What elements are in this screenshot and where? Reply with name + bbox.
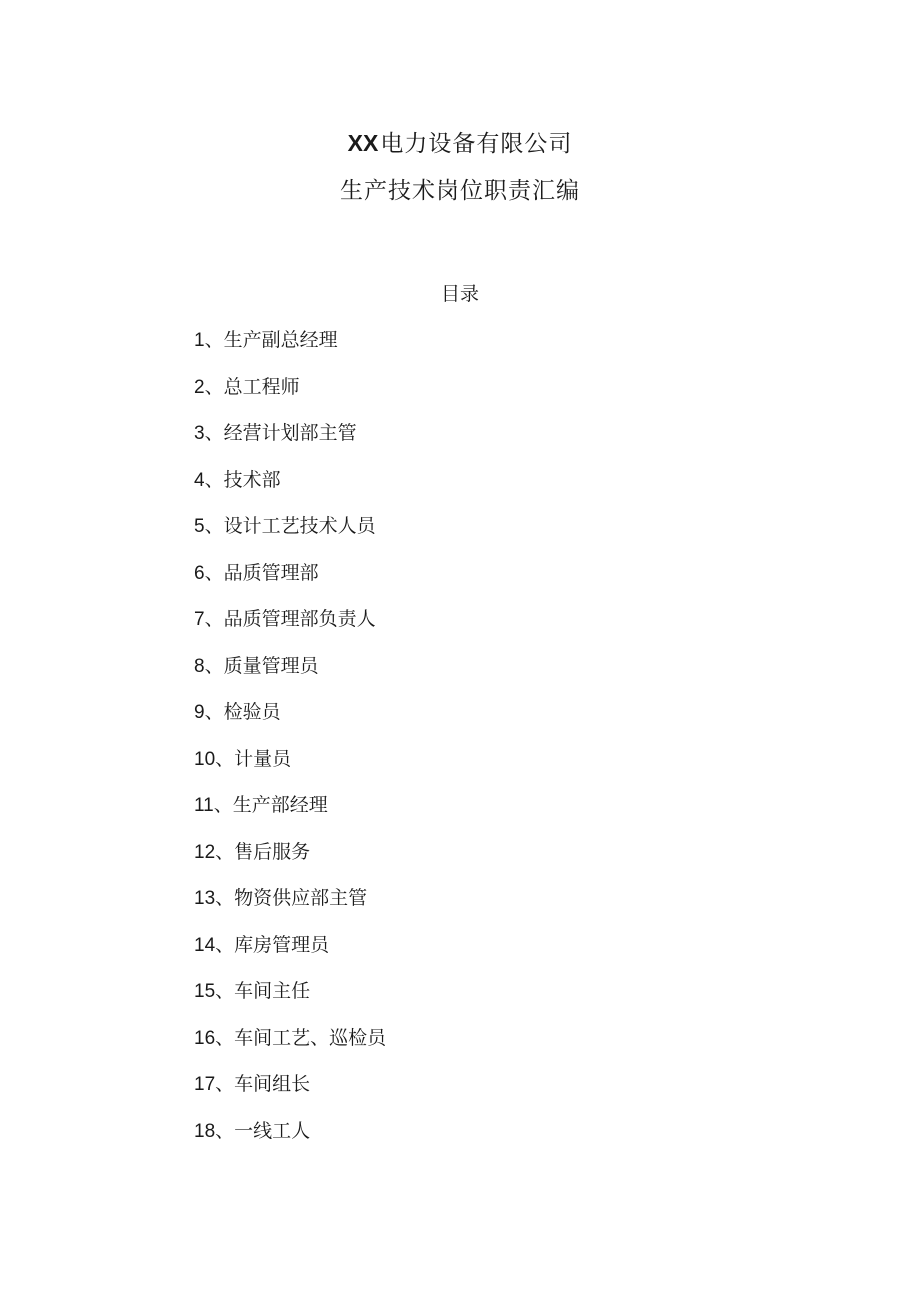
toc-item-label: 、一线工人 bbox=[215, 1119, 311, 1142]
toc-item-number: 3 bbox=[194, 423, 205, 444]
toc-item-number: 18 bbox=[194, 1120, 216, 1142]
toc-item-number: 10 bbox=[194, 748, 216, 770]
toc-item-number: 11 bbox=[194, 795, 214, 816]
toc-item-number: 14 bbox=[194, 934, 216, 956]
toc-item[interactable] bbox=[194, 652, 386, 699]
document-title: 生产技术岗位职责汇编 bbox=[340, 178, 580, 204]
toc-item[interactable] bbox=[194, 745, 386, 792]
toc-item-number: 15 bbox=[194, 981, 216, 1002]
toc-item[interactable] bbox=[194, 512, 386, 559]
toc-item-label: 、售后服务 bbox=[215, 840, 311, 863]
toc-item-label: 、库房管理员 bbox=[215, 933, 330, 956]
toc-item[interactable] bbox=[194, 1024, 386, 1071]
toc-item[interactable] bbox=[194, 373, 386, 420]
toc-item-label: 、检验员 bbox=[204, 701, 281, 723]
toc-heading: 目录 bbox=[440, 283, 479, 305]
toc-item[interactable] bbox=[194, 698, 386, 745]
toc-item-number: 1 bbox=[194, 330, 205, 351]
toc-item-number: 8 bbox=[194, 655, 205, 677]
toc-item-number: 6 bbox=[194, 562, 205, 584]
toc-item-number: 7 bbox=[194, 609, 205, 630]
toc-item[interactable] bbox=[194, 884, 386, 931]
toc-item-label: 、设计工艺技术人员 bbox=[204, 515, 376, 537]
toc-item-label: 、车间主任 bbox=[215, 980, 311, 1002]
toc-item-number: 17 bbox=[194, 1074, 216, 1095]
toc-item-label: 、质量管理员 bbox=[204, 654, 319, 677]
toc-item[interactable] bbox=[194, 931, 386, 978]
toc-item[interactable] bbox=[194, 977, 386, 1024]
toc-item[interactable] bbox=[194, 1117, 386, 1164]
toc-item-number: 9 bbox=[194, 702, 205, 723]
company-title bbox=[0, 128, 920, 159]
toc-item[interactable] bbox=[194, 1070, 386, 1117]
toc-item[interactable] bbox=[194, 466, 386, 513]
toc-item-number: 2 bbox=[194, 376, 205, 398]
toc-item-label: 、技术部 bbox=[204, 468, 281, 491]
toc-item-label: 、生产副总经理 bbox=[204, 329, 338, 351]
toc-item[interactable] bbox=[194, 791, 386, 838]
toc-item-label: 、车间组长 bbox=[215, 1073, 311, 1095]
toc-item-number: 5 bbox=[194, 516, 205, 537]
toc-list bbox=[194, 326, 386, 1163]
toc-item-number: 16 bbox=[194, 1027, 216, 1049]
company-name: 电力设备有限公司 bbox=[380, 131, 573, 157]
toc-item-number: 13 bbox=[194, 888, 216, 909]
toc-item[interactable] bbox=[194, 559, 386, 606]
toc-item[interactable] bbox=[194, 419, 386, 466]
toc-item-label: 、总工程师 bbox=[204, 375, 300, 398]
toc-item-label: 、生产部经理 bbox=[213, 794, 328, 816]
toc-item-label: 、物资供应部主管 bbox=[215, 887, 368, 909]
toc-item-label: 、品质管理部 bbox=[204, 561, 319, 584]
toc-item-label: 、车间工艺、巡检员 bbox=[215, 1026, 387, 1049]
toc-item-label: 、品质管理部负责人 bbox=[204, 608, 376, 630]
toc-item[interactable] bbox=[194, 605, 386, 652]
toc-item[interactable] bbox=[194, 838, 386, 885]
toc-item-number: 4 bbox=[194, 469, 205, 491]
toc-item[interactable] bbox=[194, 326, 386, 373]
company-prefix: XX bbox=[347, 130, 379, 156]
toc-item-label: 、经营计划部主管 bbox=[204, 422, 357, 444]
toc-item-number: 12 bbox=[194, 841, 216, 863]
toc-item-label: 、计量员 bbox=[215, 747, 292, 770]
